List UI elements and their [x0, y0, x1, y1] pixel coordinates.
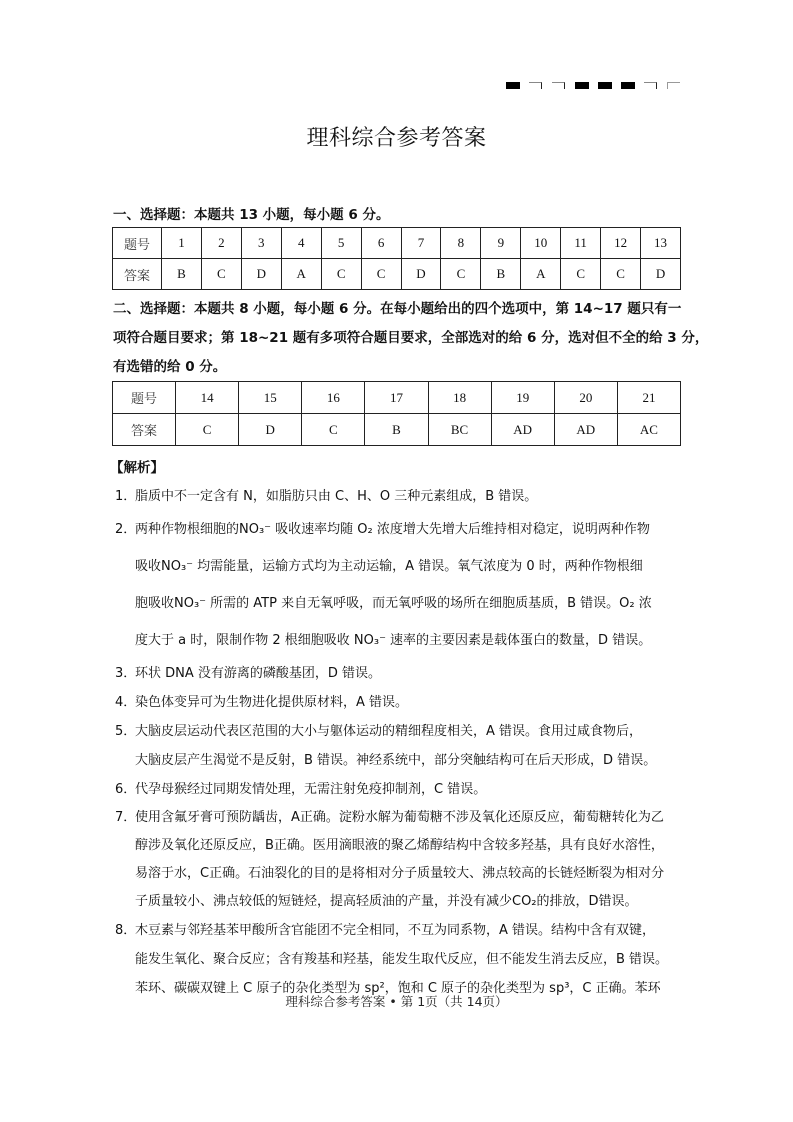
registration-mark: [667, 82, 680, 89]
question-number-cell: 11: [561, 228, 601, 259]
answer-cell: C: [441, 259, 481, 290]
answer-cell: BC: [428, 414, 491, 446]
registration-mark: [621, 82, 635, 89]
question-number-cell: 4: [281, 228, 321, 259]
analysis-item-number: 7．: [115, 810, 137, 825]
row-label-question: 题号: [113, 382, 176, 414]
answer-table-1: [112, 227, 681, 290]
answer-cell: B: [162, 259, 202, 290]
analysis-item: [113, 916, 685, 1003]
analysis-item: [113, 482, 685, 511]
analysis-item: [113, 688, 685, 717]
answer-cell: AD: [554, 414, 617, 446]
analysis-line: 染色体变异可为生物进化提供原材料，A 错误。: [135, 695, 409, 710]
analysis-line: 度大于 a 时，限制作物 2 根细胞吸收 NO₃⁻ 速率的主要因素是载体蛋白的数量，D 错误。: [135, 633, 652, 648]
analysis-item-number: 1．: [115, 489, 137, 504]
question-row: [113, 228, 681, 259]
page-footer: 理科综合参考答案 • 第 1页（共 14页）: [285, 994, 508, 1009]
answer-cell: C: [321, 259, 361, 290]
answer-cell: D: [641, 259, 681, 290]
registration-mark: [644, 82, 657, 89]
analysis-item: [113, 804, 685, 916]
analysis-line: 木豆素与邻羟基苯甲酸所含官能团不完全相同，不互为同系物，A 错误。结构中含有双键，: [135, 923, 656, 938]
analysis-line: 代孕母猴经过同期发情处理，无需注射免疫抑制剂，C 错误。: [135, 782, 487, 797]
analysis-item: [113, 511, 685, 659]
analysis-list: [113, 482, 685, 1003]
page-title: 理科综合参考答案: [306, 126, 487, 151]
answer-cell: A: [521, 259, 561, 290]
registration-marks: [506, 82, 686, 94]
section2-heading-line: 有选错的给 0 分。: [113, 359, 227, 375]
analysis-item: [113, 717, 685, 775]
answer-cell: A: [281, 259, 321, 290]
answer-cell: C: [201, 259, 241, 290]
analysis-line: 易溶于水，C正确。石油裂化的目的是将相对分子质量较大、沸点较高的长链烃断裂为相对分: [135, 866, 665, 881]
registration-mark: [506, 82, 520, 89]
answer-cell: D: [241, 259, 281, 290]
answer-cell: C: [361, 259, 401, 290]
registration-mark: [552, 82, 565, 89]
answer-cell: C: [176, 414, 239, 446]
row-label-answer: 答案: [113, 259, 162, 290]
section1-heading: 一、选择题：本题共 13 小题，每小题 6 分。: [113, 207, 390, 223]
row-label-question: 题号: [113, 228, 162, 259]
answer-cell: B: [481, 259, 521, 290]
question-number-cell: 13: [641, 228, 681, 259]
analysis-line: 两种作物根细胞的NO₃⁻ 吸收速率均随 O₂ 浓度增大先增大后维持相对稳定，说明两种作物: [135, 522, 650, 537]
answer-cell: AC: [617, 414, 680, 446]
question-number-cell: 18: [428, 382, 491, 414]
analysis-item-number: 4．: [115, 695, 137, 710]
analysis-line: 苯环、碳碳双键上 C 原子的杂化类型为 sp²，饱和 C 原子的杂化类型为 sp³，C 正确。苯环: [135, 981, 661, 996]
analysis-line: 子质量较小、沸点较低的短链烃，提高轻质油的产量，并没有减少CO₂的排放，D错误。: [135, 894, 638, 909]
analysis-heading: 【解析】: [110, 460, 164, 476]
answer-cell: AD: [491, 414, 554, 446]
question-number-cell: 9: [481, 228, 521, 259]
question-number-cell: 14: [176, 382, 239, 414]
question-number-cell: 10: [521, 228, 561, 259]
question-number-cell: 12: [601, 228, 641, 259]
question-row: [113, 382, 681, 414]
registration-mark: [598, 82, 612, 89]
analysis-item-number: 5．: [115, 724, 137, 739]
question-number-cell: 15: [239, 382, 302, 414]
question-number-cell: 6: [361, 228, 401, 259]
analysis-item-number: 3．: [115, 666, 137, 681]
answer-row: [113, 259, 681, 290]
answer-cell: B: [365, 414, 428, 446]
analysis-item-number: 6．: [115, 782, 137, 797]
question-number-cell: 16: [302, 382, 365, 414]
analysis-line: 大脑皮层运动代表区范围的大小与躯体运动的精细程度相关，A 错误。食用过咸食物后，: [135, 724, 643, 739]
question-number-cell: 21: [617, 382, 680, 414]
analysis-item: [113, 775, 685, 804]
section2-heading-line: 二、选择题：本题共 8 小题，每小题 6 分。在每小题给出的四个选项中，第 14~17 题只有一: [113, 301, 682, 317]
answer-cell: C: [601, 259, 641, 290]
analysis-line: 胞吸收NO₃⁻ 所需的 ATP 来自无氧呼吸，而无氧呼吸的场所在细胞质基质，B 错误。O₂ 浓: [135, 596, 652, 611]
answer-cell: D: [239, 414, 302, 446]
analysis-line: 环状 DNA 没有游离的磷酸基团，D 错误。: [135, 666, 382, 681]
analysis-line: 脂质中不一定含有 N，如脂肪只由 C、H、O 三种元素组成，B 错误。: [135, 489, 538, 504]
section2-heading-line: 项符合题目要求；第 18~21 题有多项符合题目要求，全部选对的给 6 分，选对但不全的给 3 分，: [113, 330, 709, 346]
analysis-line: 使用含氟牙膏可预防龋齿，A正确。淀粉水解为葡萄糖不涉及氧化还原反应，葡萄糖转化为乙: [135, 810, 664, 825]
answer-cell: C: [561, 259, 601, 290]
analysis-line: 吸收NO₃⁻ 均需能量，运输方式均为主动运输，A 错误。氧气浓度为 0 时，两种作物根细: [135, 559, 643, 574]
analysis-item-number: 2．: [115, 522, 137, 537]
question-number-cell: 19: [491, 382, 554, 414]
answer-cell: C: [302, 414, 365, 446]
analysis-line: 大脑皮层产生渴觉不是反射，B 错误。神经系统中，部分突触结构可在后天形成，D 错误。: [135, 753, 657, 768]
analysis-line: 能发生氧化、聚合反应；含有羧基和羟基，能发生取代反应，但不能发生消去反应，B 错误。: [135, 952, 669, 967]
analysis-item-number: 8．: [115, 923, 137, 938]
section2-heading: [113, 295, 709, 382]
registration-mark: [575, 82, 589, 89]
registration-mark: [529, 82, 542, 89]
question-number-cell: 3: [241, 228, 281, 259]
analysis-item: [113, 659, 685, 688]
question-number-cell: 8: [441, 228, 481, 259]
question-number-cell: 2: [201, 228, 241, 259]
answer-row: [113, 414, 681, 446]
question-number-cell: 1: [162, 228, 202, 259]
question-number-cell: 17: [365, 382, 428, 414]
analysis-line: 醇涉及氧化还原反应，B正确。医用滴眼液的聚乙烯醇结构中含较多羟基，具有良好水溶性，: [135, 838, 664, 853]
question-number-cell: 7: [401, 228, 441, 259]
question-number-cell: 5: [321, 228, 361, 259]
answer-table-2: [112, 381, 681, 446]
question-number-cell: 20: [554, 382, 617, 414]
row-label-answer: 答案: [113, 414, 176, 446]
answer-cell: D: [401, 259, 441, 290]
